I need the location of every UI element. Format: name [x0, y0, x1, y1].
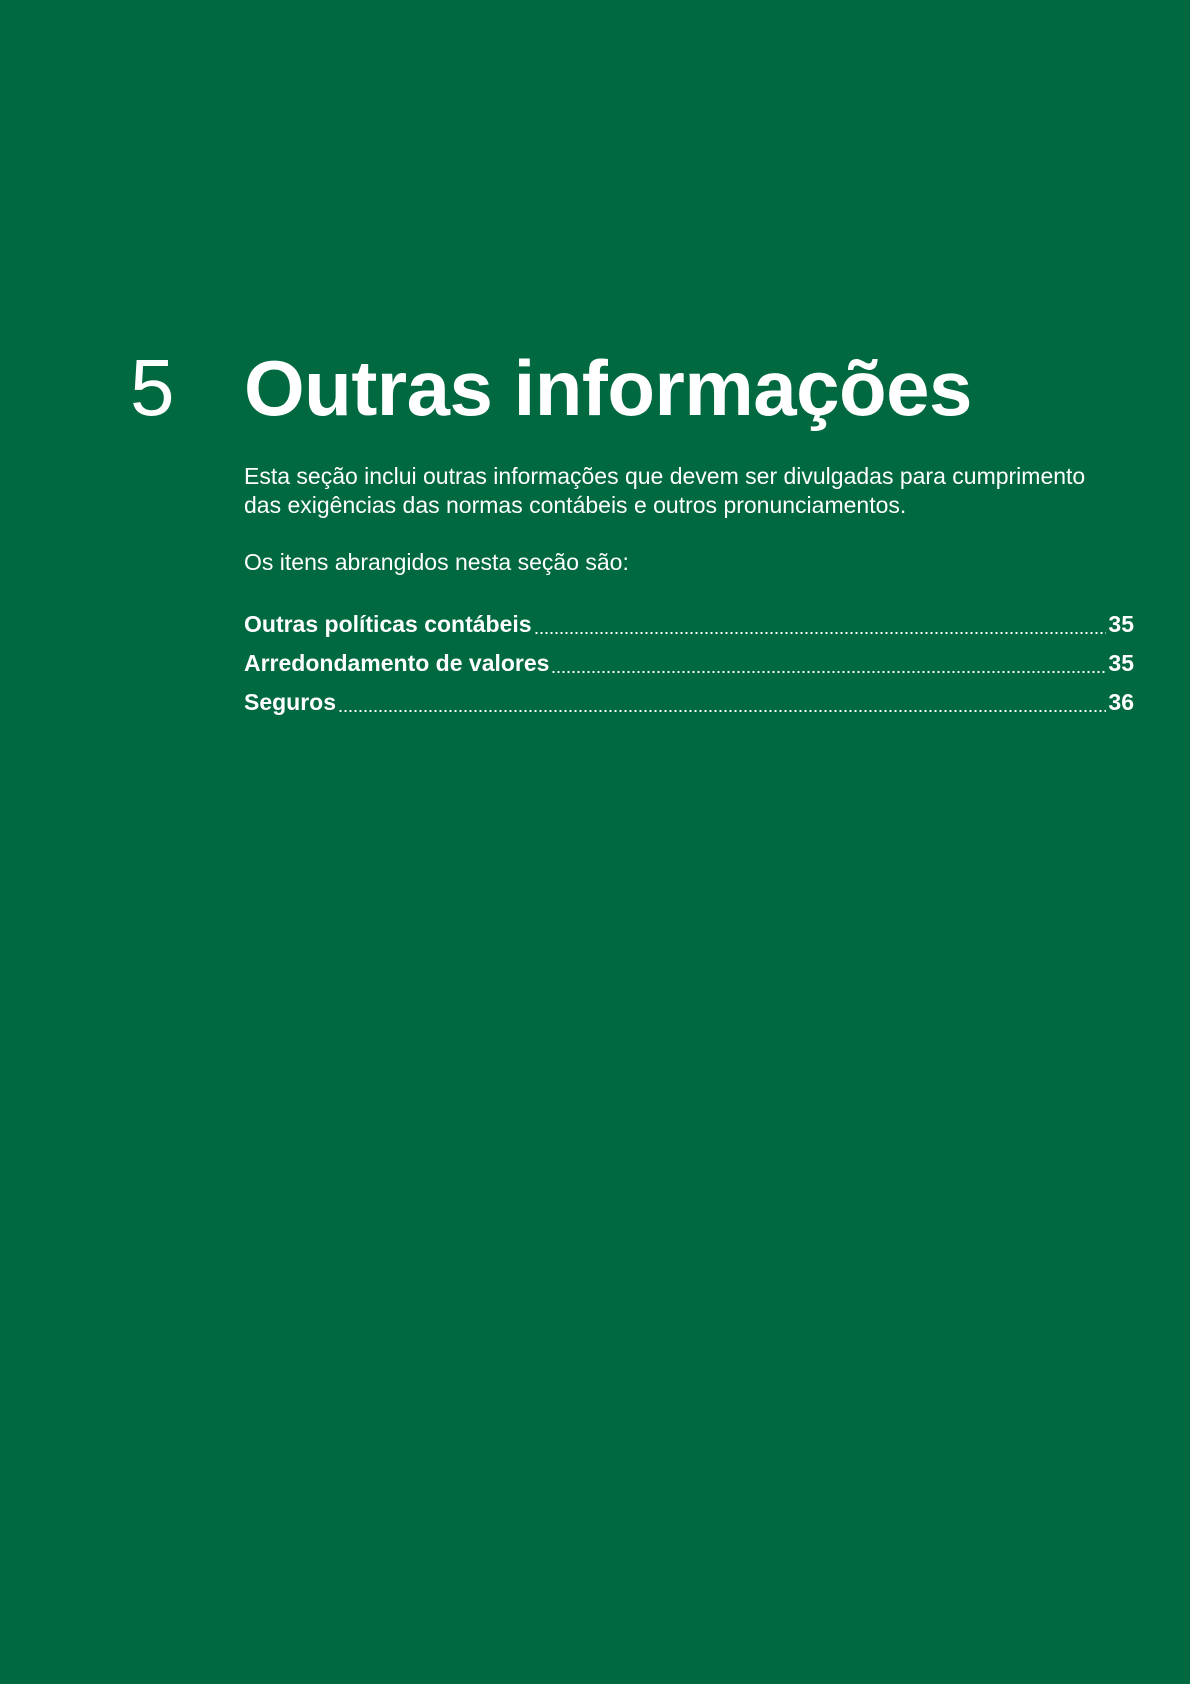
toc-page-number: 35	[1108, 650, 1134, 676]
items-intro: Os itens abrangidos nesta seção são:	[244, 549, 629, 575]
toc-dot-leader	[338, 709, 1106, 713]
toc-page-number: 36	[1108, 689, 1134, 715]
toc-item-arredondamento[interactable]	[244, 644, 1134, 683]
toc-dot-leader	[534, 631, 1106, 635]
toc-item-label: Seguros	[244, 689, 337, 715]
section-title: Outras informações	[244, 344, 972, 432]
toc-page-number: 35	[1108, 611, 1134, 637]
toc-item-label: Outras políticas contábeis	[244, 611, 532, 637]
toc-item-label: Arredondamento de valores	[244, 650, 550, 676]
toc-item-seguros[interactable]	[244, 683, 1134, 722]
toc-item-outras-politicas[interactable]	[244, 605, 1134, 644]
toc-dot-leader	[551, 670, 1106, 674]
section-intro: Esta seção inclui outras informações que devem ser divulgadas para cumprimento das exigências das normas contábeis e outros pronunciamentos.	[244, 463, 1086, 518]
section-number: 5	[130, 343, 174, 432]
table-of-contents	[244, 605, 1134, 722]
